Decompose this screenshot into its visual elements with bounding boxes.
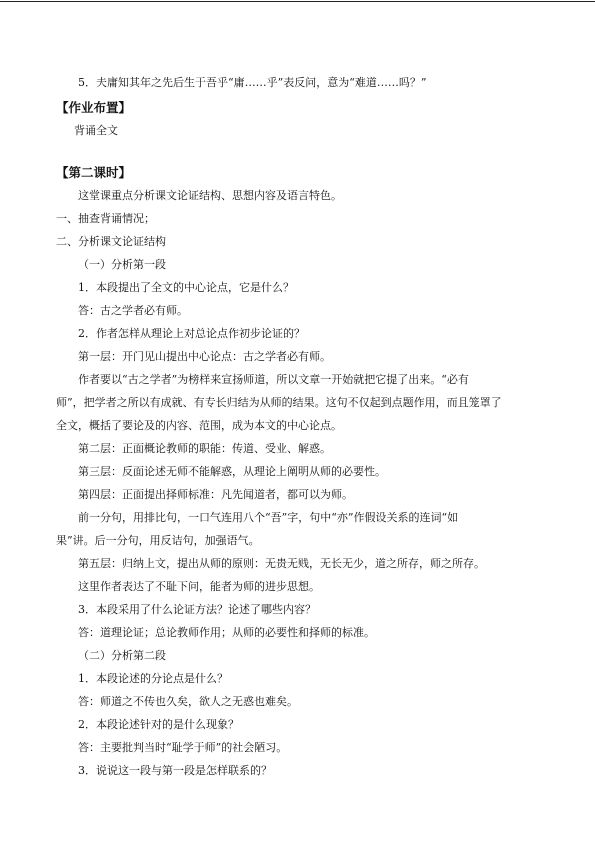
section-2-answer-2: 答：主要批判当时“耻学于师”的社会陋习。 (78, 741, 288, 754)
layer-2: 第二层：正面概论教师的职能：传道、受业、解惑。 (78, 442, 331, 455)
layer-3: 第三层：反面论述无师不能解惑，从理论上阐明从师的必要性。 (78, 465, 386, 478)
item-5: 5．夫庸知其年之先后生于吾乎“庸……乎”表反问，意为“难道……吗？” (78, 76, 427, 89)
layer-1: 第一层：开门见山提出中心论点：古之学者必有师。 (78, 350, 331, 363)
answer-1: 答：古之学者必有师。 (78, 304, 188, 317)
layer-4: 第四层：正面提出择师标准：凡先闻道者，都可以为师。 (78, 488, 353, 501)
layer-5: 第五层：归纳上文，提出从师的原则：无贵无贱，无长无少，道之所存，师之所存。 (78, 557, 485, 570)
paragraph-1-line-3: 全文，概括了要论及的内容、范围，成为本文的中心论点。 (56, 419, 342, 432)
question-3: 3．本段采用了什么论证方法？论述了哪些内容？ (78, 603, 316, 616)
step-1: 一、抽查背诵情况； (56, 212, 155, 225)
paragraph-2-line-1: 前一分句，用排比句，一口气连用八个“吾”字，句中“亦”作假设关系的连词“如 (78, 511, 459, 524)
answer-3: 答：道理论证；总论教师作用；从师的必要性和择师的标准。 (78, 626, 375, 639)
section-2-question-1: 1．本段论述的分论点是什么？ (78, 672, 228, 685)
note: 这里作者表达了不耻下问，能者为师的进步思想。 (78, 580, 320, 593)
paragraph-2-line-2: 果”讲。后一分句，用反诘句，加强语气。 (56, 534, 260, 547)
lesson2-intro: 这堂课重点分析课文论证结构、思想内容及语言特色。 (78, 189, 342, 202)
section-2-answer-1: 答：师道之不传也久矣，欲人之无惑也难矣。 (78, 695, 298, 708)
question-2: 2．作者怎样从理论上对总论点作初步论证的？ (78, 327, 305, 340)
section-2-question-2: 2．本段论述针对的是什么现象？ (78, 718, 239, 731)
paragraph-1-line-2: 师”，把学者之所以有成就、有专长归结为从师的结果。这句不仅起到点题作用，而且笼罩了 (56, 396, 502, 409)
section-1-title: （一）分析第一段 (78, 258, 166, 271)
paragraph-1-line-1: 作者要以“古之学者”为榜样来宣扬师道，所以文章一开始就把它提了出来。“必有 (78, 373, 469, 386)
step-2: 二、分析课文论证结构 (56, 235, 166, 248)
homework-heading: 【作业布置】 (56, 100, 132, 115)
question-1: 1．本段提出了全文的中心论点，它是什么？ (78, 281, 294, 294)
section-2-question-3: 3．说说这一段与第一段是怎样联系的？ (78, 764, 272, 777)
section-2-title: （二）分析第二段 (78, 649, 166, 662)
homework-text: 背诵全文 (74, 124, 118, 137)
lesson2-heading: 【第二课时】 (56, 165, 132, 180)
